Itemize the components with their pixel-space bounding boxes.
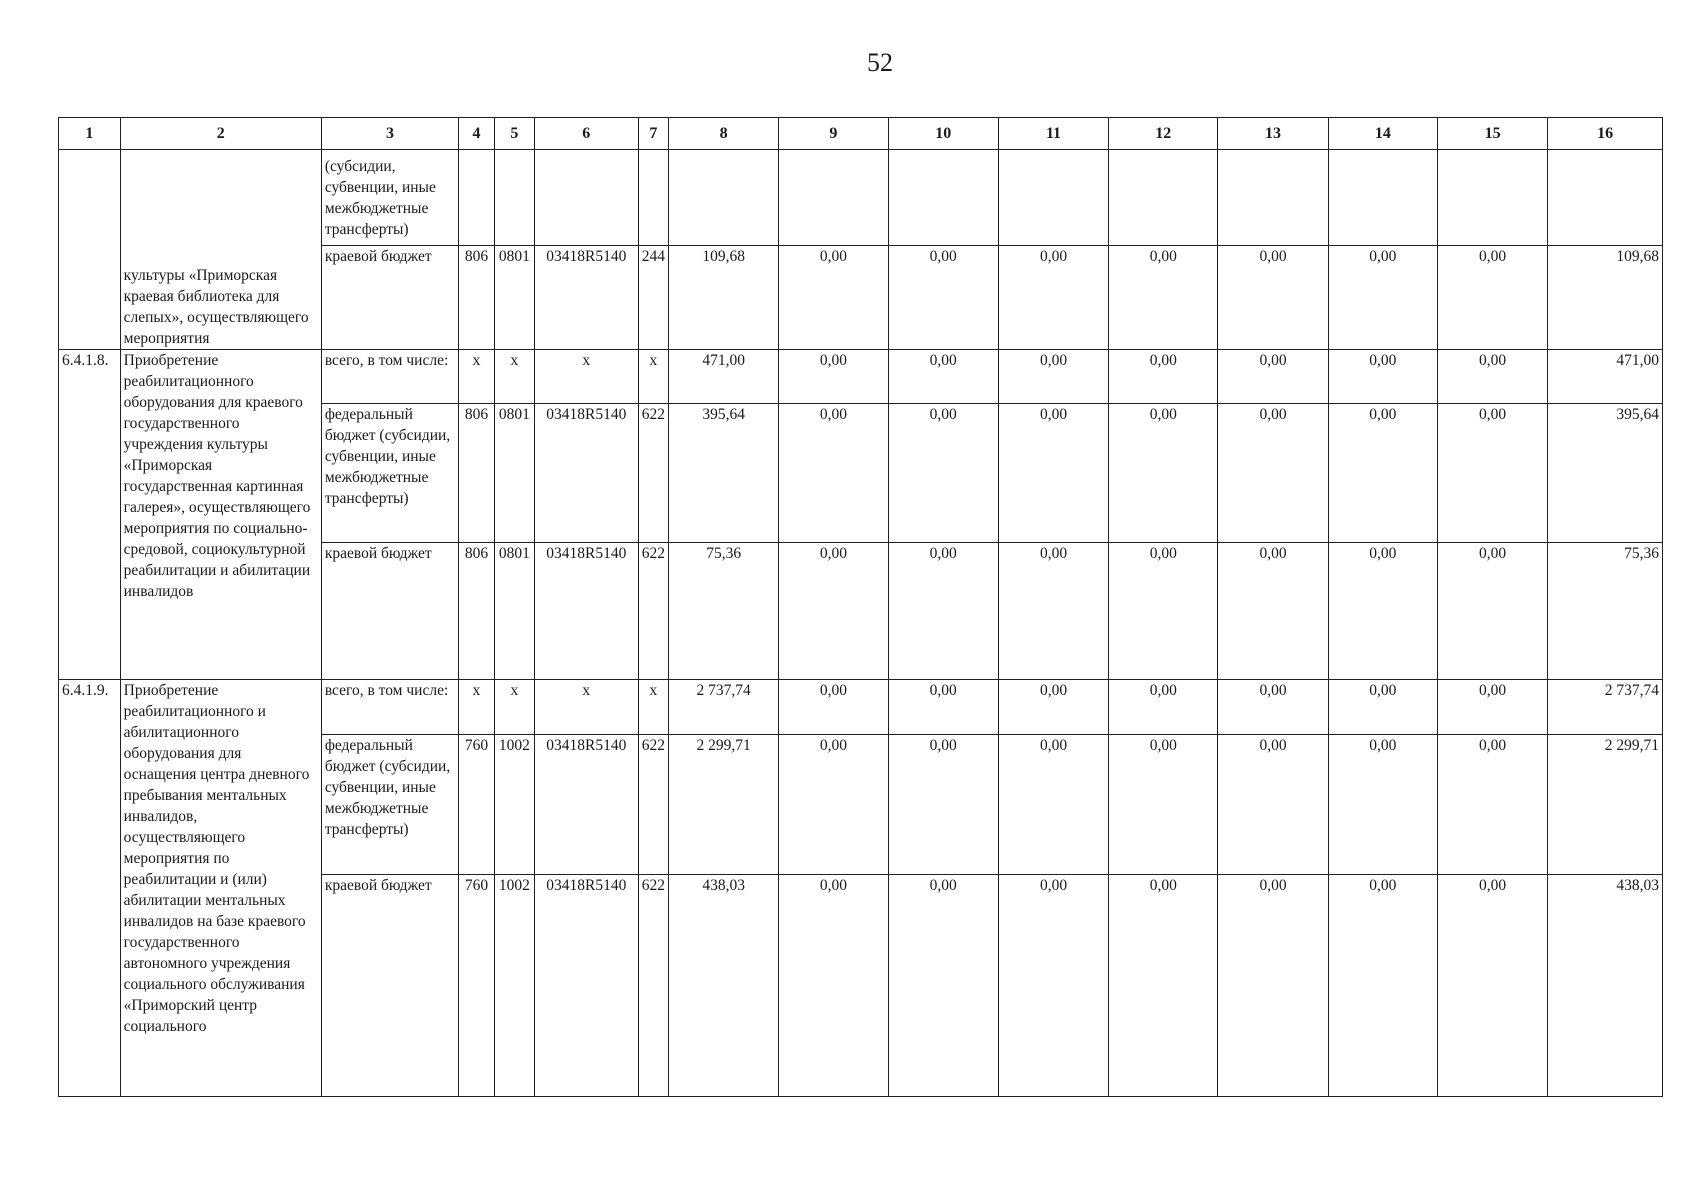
cell: 2 299,71	[668, 735, 778, 875]
cell: 0,00	[1218, 735, 1328, 875]
cell: 03418R5140	[534, 875, 638, 1097]
cell: 395,64	[1548, 404, 1663, 543]
cell: x	[459, 680, 495, 735]
col-header: 5	[494, 118, 534, 150]
cell: 0,00	[1328, 735, 1437, 875]
cell: 1002	[494, 735, 534, 875]
funding-source: краевой бюджет	[321, 246, 458, 350]
cell: 0,00	[779, 680, 888, 735]
cell: 03418R5140	[534, 735, 638, 875]
cell: 0,00	[1218, 404, 1328, 543]
cell: 0,00	[1437, 735, 1547, 875]
funding-source: краевой бюджет	[321, 875, 458, 1097]
item-name: культуры «Приморская краевая библиотека для слепых», осуществляющего мероприятия	[120, 150, 321, 350]
cell: 806	[459, 543, 495, 680]
item-index: 6.4.1.9.	[59, 680, 121, 1097]
cell: 75,36	[1548, 543, 1663, 680]
cell: 0,00	[1109, 404, 1218, 543]
col-header: 6	[534, 118, 638, 150]
cell: 0,00	[1437, 404, 1547, 543]
cell: 03418R5140	[534, 246, 638, 350]
col-header: 11	[998, 118, 1108, 150]
col-header: 15	[1437, 118, 1547, 150]
cell: 0,00	[1218, 680, 1328, 735]
cell: 0,00	[779, 404, 888, 543]
cell: 0,00	[779, 735, 888, 875]
cell: 1002	[494, 875, 534, 1097]
cell: 109,68	[668, 246, 778, 350]
cell: 0,00	[1218, 350, 1328, 404]
funding-source: федеральный бюджет (субсидии, субвенции, иные межбюджетные трансферты)	[321, 735, 458, 875]
cell: 760	[459, 875, 495, 1097]
item-name: Приобретение реабилитационного оборудования для краевого государственного учреждения культуры «Приморская государственная картинная галерея», осуществляющего мероприятия по социально-средовой, социокультурной реабилитации и абилитации инвалидов	[120, 350, 321, 680]
col-header: 3	[321, 118, 458, 150]
funding-source: федеральный бюджет (субсидии, субвенции, иные межбюджетные трансферты)	[321, 404, 458, 543]
cell: 0,00	[1109, 680, 1218, 735]
cell: 03418R5140	[534, 404, 638, 543]
cell: x	[494, 350, 534, 404]
cell: 0,00	[1328, 350, 1437, 404]
cell: 244	[638, 246, 668, 350]
cell: 2 737,74	[1548, 680, 1663, 735]
cell: 0801	[494, 543, 534, 680]
cell: 109,68	[1548, 246, 1663, 350]
cell: 0,00	[1328, 680, 1437, 735]
cell: 471,00	[1548, 350, 1663, 404]
col-header: 9	[779, 118, 888, 150]
cell: 0801	[494, 246, 534, 350]
cell: 438,03	[668, 875, 778, 1097]
cell: 622	[638, 735, 668, 875]
cell: 0,00	[888, 404, 998, 543]
col-header: 1	[59, 118, 121, 150]
cell: 0,00	[998, 543, 1108, 680]
cell: 622	[638, 404, 668, 543]
cell: 0,00	[998, 875, 1108, 1097]
cell: 806	[459, 246, 495, 350]
cell: x	[534, 350, 638, 404]
cell: 2 737,74	[668, 680, 778, 735]
cell: 395,64	[668, 404, 778, 543]
cell: 0,00	[1328, 875, 1437, 1097]
cell: 0,00	[1437, 680, 1547, 735]
cell: 0,00	[1328, 404, 1437, 543]
col-header: 4	[459, 118, 495, 150]
cell: 0801	[494, 404, 534, 543]
header-row	[59, 118, 1663, 150]
cell: x	[494, 680, 534, 735]
cell: 0,00	[779, 875, 888, 1097]
cell: 760	[459, 735, 495, 875]
funding-source: всего, в том числе:	[321, 350, 458, 404]
cell: 622	[638, 875, 668, 1097]
cell: 0,00	[998, 246, 1108, 350]
cell: 0,00	[1109, 350, 1218, 404]
cell: 0,00	[998, 350, 1108, 404]
cell: 0,00	[1109, 543, 1218, 680]
cell: x	[638, 680, 668, 735]
cell: x	[459, 350, 495, 404]
table-row	[59, 350, 1663, 404]
cell: 622	[638, 543, 668, 680]
item-index: 6.4.1.8.	[59, 350, 121, 680]
cell: 0,00	[1437, 350, 1547, 404]
cell: 0,00	[1109, 875, 1218, 1097]
cell: 0,00	[1437, 543, 1547, 680]
cell: x	[638, 350, 668, 404]
cell: 0,00	[1328, 543, 1437, 680]
funding-source: всего, в том числе:	[321, 680, 458, 735]
col-header: 16	[1548, 118, 1663, 150]
cell: 0,00	[1437, 875, 1547, 1097]
cell: 0,00	[888, 680, 998, 735]
funding-source: (субсидии, субвенции, иные межбюджетные трансферты)	[321, 150, 458, 246]
cell: 0,00	[779, 246, 888, 350]
cell: 0,00	[888, 875, 998, 1097]
cell: 0,00	[888, 246, 998, 350]
cell: 0,00	[1109, 735, 1218, 875]
cell: 0,00	[1109, 246, 1218, 350]
cell: 438,03	[1548, 875, 1663, 1097]
table-row	[59, 150, 1663, 246]
col-header: 12	[1109, 118, 1218, 150]
col-header: 7	[638, 118, 668, 150]
cell: 0,00	[888, 735, 998, 875]
cell: 0,00	[998, 404, 1108, 543]
cell: 0,00	[779, 543, 888, 680]
cell: 806	[459, 404, 495, 543]
col-header: 8	[668, 118, 778, 150]
cell: 0,00	[998, 735, 1108, 875]
col-header: 2	[120, 118, 321, 150]
page-number: 52	[867, 48, 893, 77]
cell: 0,00	[779, 350, 888, 404]
cell: 0,00	[1218, 246, 1328, 350]
cell: 471,00	[668, 350, 778, 404]
col-header: 13	[1218, 118, 1328, 150]
cell: 0,00	[888, 543, 998, 680]
item-index	[59, 150, 121, 350]
col-header: 14	[1328, 118, 1437, 150]
cell: 0,00	[1437, 246, 1547, 350]
cell: 0,00	[888, 350, 998, 404]
table-row	[59, 680, 1663, 735]
cell: x	[534, 680, 638, 735]
col-header: 10	[888, 118, 998, 150]
cell: 0,00	[1218, 543, 1328, 680]
cell: 03418R5140	[534, 543, 638, 680]
cell: 0,00	[998, 680, 1108, 735]
budget-table	[58, 117, 1663, 1097]
item-name: Приобретение реабилитационного и абилитационного оборудования для оснащения центра дневного пребывания ментальных инвалидов, осуществляющего мероприятия по реабилитации и (или) абилитации ментальных инвалидов на базе краевого государственного автономного учреждения социального обслуживания «Приморский центр социального	[120, 680, 321, 1097]
cell: 75,36	[668, 543, 778, 680]
cell: 2 299,71	[1548, 735, 1663, 875]
cell: 0,00	[1218, 875, 1328, 1097]
cell: 0,00	[1328, 246, 1437, 350]
funding-source: краевой бюджет	[321, 543, 458, 680]
